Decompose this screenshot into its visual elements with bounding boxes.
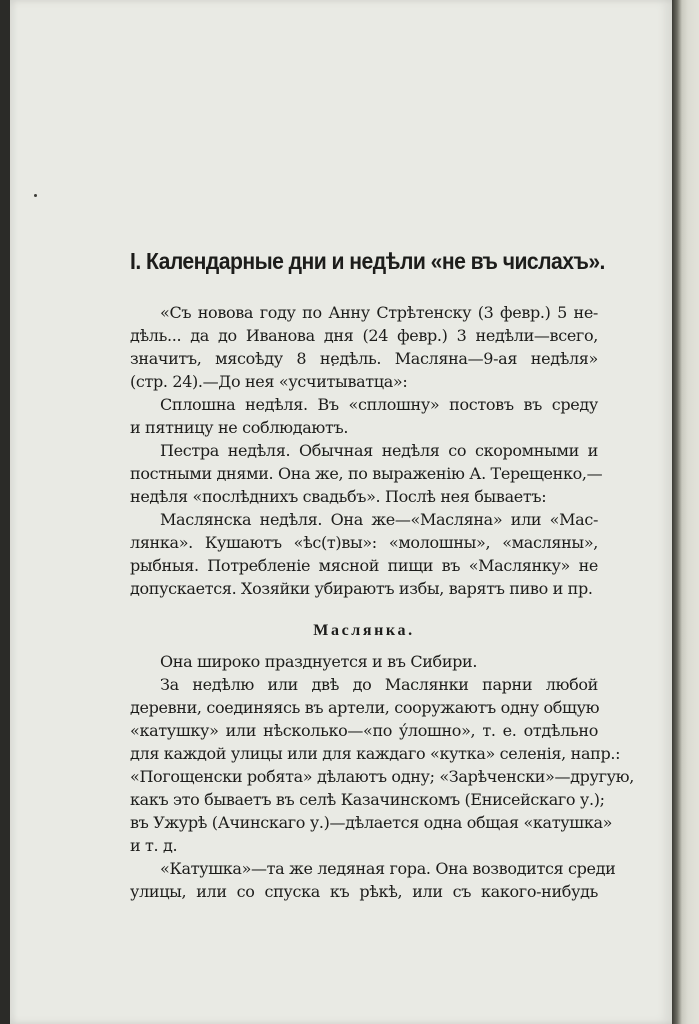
text-line: дѣль... да до Иванова дня (24 февр.) 3 недѣли—всего, — [130, 326, 598, 345]
text-line: недѣля «послѣднихъ свадьбъ». Послѣ нея бываетъ: — [130, 487, 547, 506]
chapter-heading: I. Календарные дни и недѣли «не въ числахъ». — [130, 248, 605, 274]
text-line: рыбныя. Потребленіе мясной пищи въ «Маслянку» не — [130, 556, 598, 575]
text-line: «катушку» или нѣсколько—«по ýлошно», т. е. отдѣльно — [130, 721, 598, 740]
text-line: какъ это бываетъ въ селѣ Казачинскомъ (Енисейскаго у.); — [130, 790, 605, 809]
paragraph — [130, 857, 616, 903]
text-line: «Погощенски робята» дѣлаютъ одну; «Зарѣченски»—другую, — [130, 767, 634, 786]
paragraph — [130, 439, 603, 508]
text-line: въ Ужурѣ (Ачинскаго у.)—дѣлается одна общая «катушка» — [130, 813, 613, 832]
text-line: Сплошна недѣля. Въ «сплошну» постовъ въ среду — [160, 395, 598, 414]
text-line: лянка». Кушаютъ «ѣс(т)вы»: «молошны», «масляны», — [130, 533, 598, 552]
paragraph — [130, 393, 598, 439]
paragraph — [130, 301, 598, 393]
text-line: Пестра недѣля. Обычная недѣля со скоромными и — [160, 441, 598, 460]
page-text — [130, 248, 634, 903]
text-line: для каждой улицы или для каждаго «кутка» селенія, напр.: — [130, 744, 621, 763]
text-line: значитъ, мясоѣду 8 недѣль. Масляна—9-ая недѣля» — [130, 349, 598, 368]
text-line: и пятницу не соблюдаютъ. — [130, 418, 349, 437]
text-line: «Катушка»—та же ледяная гора. Она возводится среди — [160, 859, 616, 878]
text-line: (стр. 24).—До нея «усчитыватца»: — [130, 372, 408, 391]
next-page-edge — [672, 0, 699, 1024]
paragraph — [130, 673, 634, 857]
text-line: деревни, соединяясь въ артели, сооружаютъ одну общую — [130, 698, 600, 717]
paragraph — [130, 650, 598, 673]
text-line: улицы, или со спуска къ рѣкѣ, или съ какого-нибудь — [130, 882, 598, 901]
paragraph — [130, 508, 598, 600]
text-line: допускается. Хозяйки убираютъ избы, варятъ пиво и пр. — [130, 579, 593, 598]
text-line: Маслянска недѣля. Она же—«Масляна» или «Мас- — [160, 510, 598, 529]
text-line: За недѣлю или двѣ до Маслянки парни любой — [160, 675, 598, 694]
text-line: постными днями. Она же, по выраженію А. Терещенко,— — [130, 464, 603, 483]
text-line: Она широко празднуется и въ Сибири. — [160, 652, 478, 671]
section-heading: Маслянка. — [313, 622, 415, 639]
text-line: «Съ нoвова году по Анну Стрѣтенску (3 февр.) 5 не- — [160, 303, 598, 322]
paper-speck — [34, 194, 37, 197]
text-line: и т. д. — [130, 836, 178, 855]
